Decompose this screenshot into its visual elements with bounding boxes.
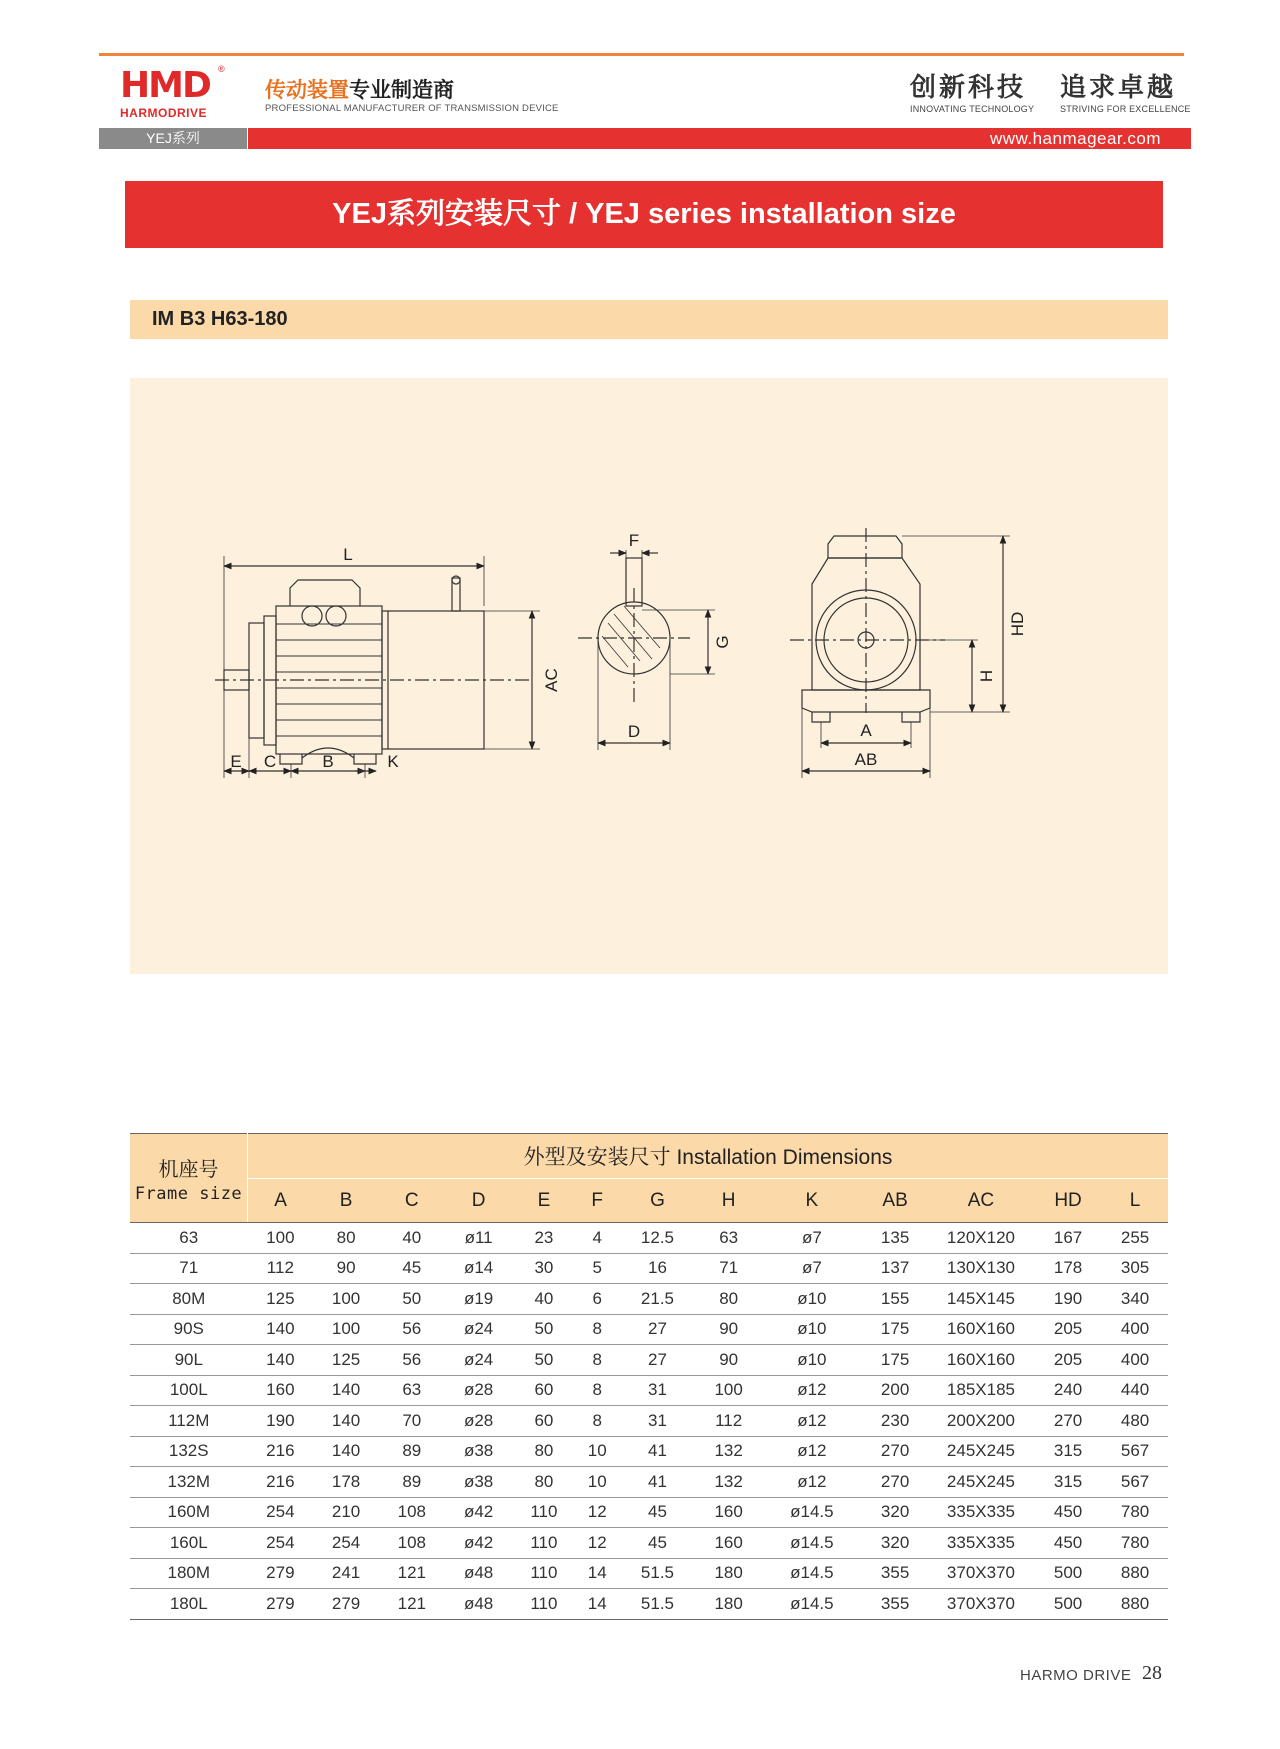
dimension-cell: 500: [1034, 1589, 1102, 1620]
dimension-cell: 270: [1034, 1406, 1102, 1437]
dim-label-B: B: [322, 752, 334, 771]
dimension-cell: 110: [513, 1558, 576, 1589]
dimension-cell: ø42: [445, 1528, 513, 1559]
dim-label-H: H: [977, 669, 996, 683]
dimension-cell: 112: [248, 1253, 314, 1284]
logo-wordmark: HARMODRIVE: [120, 106, 208, 120]
tagline-en: PROFESSIONAL MANUFACTURER OF TRANSMISSION DEVICE: [265, 103, 559, 114]
dimension-cell: 108: [379, 1497, 445, 1528]
dimension-cell: 12.5: [619, 1223, 696, 1254]
column-header: L: [1102, 1179, 1168, 1223]
table-body: [130, 1223, 1168, 1620]
dimension-cell: 8: [575, 1375, 619, 1406]
header-rule: [99, 53, 1184, 56]
dimension-cell: 245X245: [928, 1467, 1034, 1498]
dimension-cell: 71: [696, 1253, 762, 1284]
dimension-cell: 450: [1034, 1497, 1102, 1528]
dimension-cell: 216: [248, 1467, 314, 1498]
page-number: 28: [1142, 1662, 1162, 1684]
motto-innovating: [910, 72, 1034, 114]
page-title: YEJ系列安装尺寸 / YEJ series installation size: [125, 181, 1163, 248]
dimension-cell: 50: [513, 1345, 576, 1376]
dimension-cell: 320: [862, 1528, 928, 1559]
dimension-cell: 245X245: [928, 1436, 1034, 1467]
website-link[interactable]: www.hanmagear.com: [989, 129, 1161, 148]
dimension-cell: 567: [1102, 1467, 1168, 1498]
dimension-cell: 335X335: [928, 1528, 1034, 1559]
dimension-cell: ø14.5: [762, 1528, 863, 1559]
column-header: D: [445, 1179, 513, 1223]
dimension-cell: 241: [313, 1558, 379, 1589]
dimension-cell: 132: [696, 1436, 762, 1467]
frame-size-cell: 80M: [130, 1284, 248, 1315]
dimension-cell: 12: [575, 1497, 619, 1528]
dimension-cell: 205: [1034, 1314, 1102, 1345]
dimension-cell: 100: [696, 1375, 762, 1406]
dimension-cell: 89: [379, 1467, 445, 1498]
column-header: G: [619, 1179, 696, 1223]
dimension-cell: ø10: [762, 1314, 863, 1345]
dimension-cell: 880: [1102, 1589, 1168, 1620]
dimension-cell: 140: [248, 1345, 314, 1376]
table-row: [130, 1345, 1168, 1376]
dimension-cell: 30: [513, 1253, 576, 1284]
dimension-cell: 121: [379, 1558, 445, 1589]
column-header: AB: [862, 1179, 928, 1223]
dimension-cell: 27: [619, 1314, 696, 1345]
dimension-cell: 41: [619, 1436, 696, 1467]
dimension-cell: 370X370: [928, 1589, 1034, 1620]
table-row: [130, 1528, 1168, 1559]
dimension-cell: 31: [619, 1375, 696, 1406]
frame-size-cell: 160M: [130, 1497, 248, 1528]
header-red-band: [248, 128, 1191, 149]
column-header: HD: [1034, 1179, 1102, 1223]
frame-size-header: [130, 1134, 248, 1223]
dimension-cell: 160: [248, 1375, 314, 1406]
dimension-cell: 140: [248, 1314, 314, 1345]
dimension-cell: 6: [575, 1284, 619, 1315]
dimension-cell: ø24: [445, 1314, 513, 1345]
dimension-cell: 400: [1102, 1345, 1168, 1376]
table-row: [130, 1589, 1168, 1620]
dimension-cell: 80: [313, 1223, 379, 1254]
dimension-cell: 16: [619, 1253, 696, 1284]
footer-brand: HARMO DRIVE: [1020, 1667, 1132, 1684]
logo-mark: HMD: [120, 65, 210, 106]
dimension-cell: 51.5: [619, 1589, 696, 1620]
dim-label-C: C: [263, 752, 277, 771]
dimension-cell: ø14: [445, 1253, 513, 1284]
frame-size-cell: 160L: [130, 1528, 248, 1559]
dimension-cell: 51.5: [619, 1558, 696, 1589]
dimension-cell: ø24: [445, 1345, 513, 1376]
dimension-cell: 50: [379, 1284, 445, 1315]
dim-label-E: E: [230, 752, 242, 771]
dimension-cell: 255: [1102, 1223, 1168, 1254]
dimension-cell: ø48: [445, 1589, 513, 1620]
dimension-cell: 100: [313, 1284, 379, 1315]
dimension-cell: 240: [1034, 1375, 1102, 1406]
dim-label-D: D: [627, 722, 641, 741]
dimension-cell: 90: [313, 1253, 379, 1284]
dimension-cell: 440: [1102, 1375, 1168, 1406]
dimension-cell: 305: [1102, 1253, 1168, 1284]
dimension-cell: 500: [1034, 1558, 1102, 1589]
dimension-cell: 4: [575, 1223, 619, 1254]
dim-label-L: L: [343, 545, 353, 564]
dimension-cell: 45: [619, 1497, 696, 1528]
dimension-cell: 180: [696, 1558, 762, 1589]
dimension-cell: 254: [313, 1528, 379, 1559]
dimension-cell: 270: [862, 1436, 928, 1467]
frame-size-cell: 132M: [130, 1467, 248, 1498]
dimension-cell: 27: [619, 1345, 696, 1376]
dimension-cell: ø12: [762, 1467, 863, 1498]
dimension-cell: 10: [575, 1467, 619, 1498]
dimension-cell: ø48: [445, 1558, 513, 1589]
dimension-cell: 145X145: [928, 1284, 1034, 1315]
dimension-cell: 178: [1034, 1253, 1102, 1284]
dimension-cell: 121: [379, 1589, 445, 1620]
installation-dimensions-table: [130, 1133, 1168, 1620]
frame-size-cell: 71: [130, 1253, 248, 1284]
dimension-cell: ø10: [762, 1284, 863, 1315]
motto-striving-cn: 追求卓越: [1060, 73, 1177, 103]
dimension-cell: 110: [513, 1497, 576, 1528]
dimension-cell: 45: [619, 1528, 696, 1559]
tagline-cn: [265, 74, 454, 104]
dimension-cell: 180: [696, 1589, 762, 1620]
dimension-cell: 355: [862, 1589, 928, 1620]
dimension-cell: 140: [313, 1436, 379, 1467]
company-logo: [120, 66, 225, 122]
dimension-cell: 31: [619, 1406, 696, 1437]
dimension-cell: 23: [513, 1223, 576, 1254]
tagline-cn-highlight: 传动装置: [265, 79, 349, 102]
dimension-cell: 335X335: [928, 1497, 1034, 1528]
table-row: [130, 1406, 1168, 1437]
side-view: [215, 556, 540, 778]
frame-size-cell: 112M: [130, 1406, 248, 1437]
table-row: [130, 1284, 1168, 1315]
dimension-cell: 8: [575, 1406, 619, 1437]
dimension-cell: 40: [513, 1284, 576, 1315]
dim-label-K: K: [387, 752, 399, 771]
dimension-cell: 200: [862, 1375, 928, 1406]
dimension-cell: ø12: [762, 1436, 863, 1467]
frame-size-header-cn: 机座号: [158, 1158, 219, 1181]
frame-size-header-en: Frame size: [134, 1183, 243, 1204]
frame-size-cell: 100L: [130, 1375, 248, 1406]
frame-size-cell: 180M: [130, 1558, 248, 1589]
frame-size-cell: 63: [130, 1223, 248, 1254]
dimension-cell: 60: [513, 1406, 576, 1437]
dimension-cell: 45: [379, 1253, 445, 1284]
dimension-cell: 355: [862, 1558, 928, 1589]
dimension-cell: 320: [862, 1497, 928, 1528]
dimension-cell: 135: [862, 1223, 928, 1254]
dimension-cell: ø12: [762, 1375, 863, 1406]
dimension-cell: 90: [696, 1345, 762, 1376]
dimension-cell: 110: [513, 1528, 576, 1559]
dimension-cell: 175: [862, 1345, 928, 1376]
dimension-cell: ø10: [762, 1345, 863, 1376]
dimension-cell: 125: [313, 1345, 379, 1376]
dimension-cell: 567: [1102, 1436, 1168, 1467]
tagline-cn-rest: 专业制造商: [349, 79, 454, 102]
dimension-cell: 270: [862, 1467, 928, 1498]
dimension-cell: 185X185: [928, 1375, 1034, 1406]
frame-size-cell: 132S: [130, 1436, 248, 1467]
dim-label-AB: AB: [854, 750, 878, 769]
dimension-cell: ø14.5: [762, 1497, 863, 1528]
dimension-cell: 108: [379, 1528, 445, 1559]
dimension-cell: 205: [1034, 1345, 1102, 1376]
table-row: [130, 1497, 1168, 1528]
dimension-cell: 155: [862, 1284, 928, 1315]
table-row: [130, 1314, 1168, 1345]
dimension-cell: 90: [696, 1314, 762, 1345]
shaft-section-view: [578, 550, 715, 750]
table-row: [130, 1558, 1168, 1589]
table-row: [130, 1253, 1168, 1284]
dimension-cell: 480: [1102, 1406, 1168, 1437]
dimension-cell: 40: [379, 1223, 445, 1254]
dimension-cell: ø38: [445, 1436, 513, 1467]
dimension-cell: 780: [1102, 1497, 1168, 1528]
dimension-cell: ø7: [762, 1223, 863, 1254]
dimension-cell: ø38: [445, 1467, 513, 1498]
dimension-cell: 89: [379, 1436, 445, 1467]
dimension-cell: 100: [313, 1314, 379, 1345]
series-tab: YEJ系列: [99, 128, 247, 149]
dimension-cell: 63: [696, 1223, 762, 1254]
motto-innovating-cn: 创新科技: [910, 73, 1027, 103]
dimension-cell: ø42: [445, 1497, 513, 1528]
column-header: H: [696, 1179, 762, 1223]
dimension-cell: 56: [379, 1345, 445, 1376]
dimension-cell: 12: [575, 1528, 619, 1559]
dimension-cell: 130X130: [928, 1253, 1034, 1284]
dimension-cell: 167: [1034, 1223, 1102, 1254]
dimension-cell: 50: [513, 1314, 576, 1345]
front-view: [790, 528, 1010, 778]
column-header-row: [130, 1179, 1168, 1223]
column-header: E: [513, 1179, 576, 1223]
motto-striving: [1060, 72, 1191, 114]
dimension-cell: 8: [575, 1345, 619, 1376]
dimension-cell: 370X370: [928, 1558, 1034, 1589]
dimension-cell: 80: [696, 1284, 762, 1315]
dimension-cell: ø7: [762, 1253, 863, 1284]
dimension-cell: 125: [248, 1284, 314, 1315]
dim-label-F: F: [628, 531, 640, 550]
dimension-cell: 254: [248, 1497, 314, 1528]
dimension-cell: 175: [862, 1314, 928, 1345]
section-subtitle: IM B3 H63-180: [130, 300, 1168, 339]
dimension-cell: 140: [313, 1375, 379, 1406]
column-header: K: [762, 1179, 863, 1223]
dimension-cell: 315: [1034, 1436, 1102, 1467]
dimension-cell: 210: [313, 1497, 379, 1528]
table-row: [130, 1375, 1168, 1406]
table-row: [130, 1223, 1168, 1254]
dimension-cell: ø14.5: [762, 1589, 863, 1620]
dimension-cell: ø11: [445, 1223, 513, 1254]
column-header: C: [379, 1179, 445, 1223]
dimension-cell: ø19: [445, 1284, 513, 1315]
dimension-cell: 100: [248, 1223, 314, 1254]
dimension-cell: 880: [1102, 1558, 1168, 1589]
dimensions-group-header: 外型及安装尺寸 Installation Dimensions: [248, 1134, 1169, 1179]
motor-dimension-diagram: [130, 378, 1168, 974]
dimension-cell: 190: [1034, 1284, 1102, 1315]
dimension-cell: 160X160: [928, 1314, 1034, 1345]
dimension-cell: 160: [696, 1497, 762, 1528]
dimension-cell: 340: [1102, 1284, 1168, 1315]
dimension-cell: 56: [379, 1314, 445, 1345]
dimension-cell: ø14.5: [762, 1558, 863, 1589]
dimension-cell: 200X200: [928, 1406, 1034, 1437]
dimension-cell: 60: [513, 1375, 576, 1406]
dimension-cell: 230: [862, 1406, 928, 1437]
dimension-cell: 110: [513, 1589, 576, 1620]
column-header: F: [575, 1179, 619, 1223]
dimension-cell: 80: [513, 1467, 576, 1498]
motto-striving-en: STRIVING FOR EXCELLENCE: [1060, 104, 1191, 114]
dimension-cell: 315: [1034, 1467, 1102, 1498]
dimension-cell: 63: [379, 1375, 445, 1406]
dimension-cell: 14: [575, 1589, 619, 1620]
frame-size-cell: 90S: [130, 1314, 248, 1345]
dimension-cell: ø28: [445, 1406, 513, 1437]
dimension-cell: 10: [575, 1436, 619, 1467]
dimension-cell: 80: [513, 1436, 576, 1467]
motto-innovating-en: INNOVATING TECHNOLOGY: [910, 104, 1035, 114]
dim-label-G: G: [713, 635, 732, 649]
dimension-cell: 254: [248, 1528, 314, 1559]
installation-drawing: [130, 378, 1168, 974]
dimension-cell: 21.5: [619, 1284, 696, 1315]
dimension-cell: 41: [619, 1467, 696, 1498]
dimension-cell: 190: [248, 1406, 314, 1437]
registered-mark: ®: [218, 64, 225, 74]
dimension-cell: 160X160: [928, 1345, 1034, 1376]
dimension-cell: 112: [696, 1406, 762, 1437]
dimension-cell: 14: [575, 1558, 619, 1589]
dimension-cell: 279: [313, 1589, 379, 1620]
dimension-cell: 137: [862, 1253, 928, 1284]
dimension-cell: 8: [575, 1314, 619, 1345]
dimension-cell: 279: [248, 1558, 314, 1589]
column-header: A: [248, 1179, 314, 1223]
dimension-cell: 160: [696, 1528, 762, 1559]
dimension-cell: ø12: [762, 1406, 863, 1437]
dimension-cell: 132: [696, 1467, 762, 1498]
column-header: B: [313, 1179, 379, 1223]
dimension-cell: 216: [248, 1436, 314, 1467]
dimension-cell: 279: [248, 1589, 314, 1620]
frame-size-cell: 180L: [130, 1589, 248, 1620]
dim-label-HD: HD: [1008, 611, 1027, 637]
dimension-cell: 450: [1034, 1528, 1102, 1559]
table-row: [130, 1467, 1168, 1498]
dimension-cell: 780: [1102, 1528, 1168, 1559]
dimension-cell: ø28: [445, 1375, 513, 1406]
table-row: [130, 1436, 1168, 1467]
dimension-cell: 120X120: [928, 1223, 1034, 1254]
dimension-cell: 400: [1102, 1314, 1168, 1345]
dimension-cell: 140: [313, 1406, 379, 1437]
dim-label-A: A: [860, 721, 872, 740]
dim-label-AC: AC: [542, 668, 561, 692]
dimension-cell: 70: [379, 1406, 445, 1437]
dimension-cell: 5: [575, 1253, 619, 1284]
dimension-cell: 178: [313, 1467, 379, 1498]
column-header: AC: [928, 1179, 1034, 1223]
frame-size-cell: 90L: [130, 1345, 248, 1376]
